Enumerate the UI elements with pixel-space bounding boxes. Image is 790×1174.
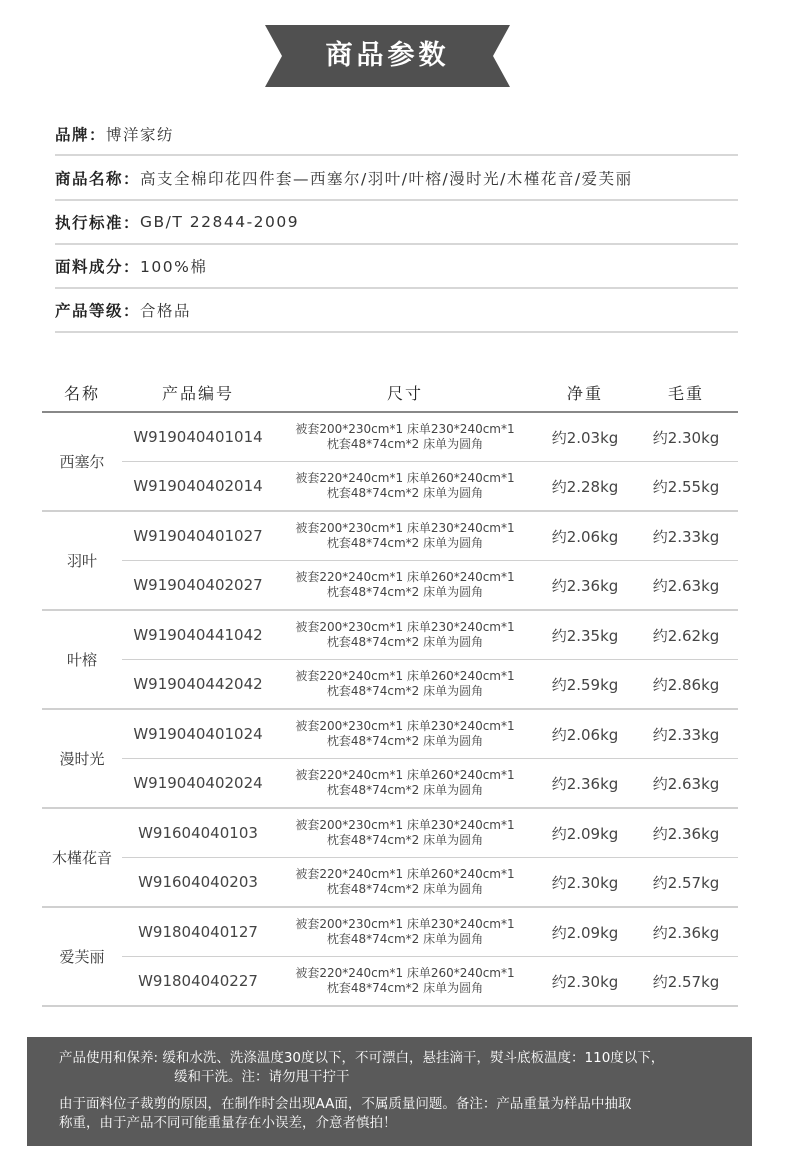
cell-gross-weight: 约2.36kg	[652, 923, 720, 942]
header-gross-weight: 毛重	[667, 383, 704, 403]
cell-gross-weight: 约2.57kg	[652, 972, 720, 991]
table-row	[122, 512, 738, 561]
size-line: 被套220*240cm*1 床单260*240cm*1	[295, 966, 515, 980]
size-line: 被套200*230cm*1 床单230*240cm*1	[295, 818, 515, 832]
group-name: 叶榕	[66, 651, 97, 669]
attr-row-product-name	[55, 156, 738, 201]
cell-size	[274, 768, 536, 798]
attr-row-grade	[55, 289, 738, 333]
attr-key: 执行标准：	[55, 214, 141, 232]
cell-size	[274, 917, 536, 947]
table-group	[42, 710, 738, 809]
table-row	[122, 957, 738, 1005]
title-banner	[265, 25, 510, 87]
size-line: 枕套48*74cm*2 床单为圆角	[326, 734, 484, 748]
attr-key: 面料成分：	[55, 258, 141, 276]
cell-size	[274, 471, 536, 501]
size-line: 枕套48*74cm*2 床单为圆角	[326, 783, 484, 797]
attr-value: 高支全棉印花四件套—西塞尔/羽叶/叶榕/漫时光/木槿花音/爱芙丽	[140, 169, 633, 188]
size-line: 被套200*230cm*1 床单230*240cm*1	[295, 719, 515, 733]
attr-row-fabric	[55, 245, 738, 289]
cell-gross-weight: 约2.33kg	[652, 725, 720, 744]
care-instructions	[59, 1049, 739, 1087]
table-group	[42, 413, 738, 512]
size-line: 被套200*230cm*1 床单230*240cm*1	[295, 620, 515, 634]
size-line: 枕套48*74cm*2 床单为圆角	[326, 684, 484, 698]
size-line: 枕套48*74cm*2 床单为圆角	[326, 833, 484, 847]
cell-gross-weight: 约2.30kg	[652, 428, 720, 447]
cell-code: W919040401027	[133, 527, 263, 545]
size-line: 被套200*230cm*1 床单230*240cm*1	[295, 422, 515, 436]
attr-value: 博洋家纺	[106, 125, 175, 144]
cell-code: W919040442042	[133, 675, 263, 693]
cell-size	[274, 966, 536, 996]
cell-gross-weight: 约2.55kg	[652, 477, 720, 496]
header-size: 尺寸	[386, 383, 423, 403]
attr-value: 100%棉	[140, 258, 208, 276]
cell-gross-weight: 约2.62kg	[652, 626, 720, 645]
attr-key: 产品等级：	[55, 302, 141, 320]
spec-table	[42, 373, 738, 1007]
table-row	[122, 611, 738, 660]
size-line: 枕套48*74cm*2 床单为圆角	[326, 882, 484, 896]
size-line: 被套220*240cm*1 床单260*240cm*1	[295, 669, 515, 683]
cell-net-weight: 约2.03kg	[551, 428, 619, 447]
group-name: 爱芙丽	[59, 948, 105, 966]
size-line: 枕套48*74cm*2 床单为圆角	[326, 585, 484, 599]
table-group	[42, 611, 738, 710]
cell-gross-weight: 约2.57kg	[652, 873, 720, 892]
cell-net-weight: 约2.35kg	[551, 626, 619, 645]
attr-value: GB/T 22844-2009	[140, 213, 300, 231]
attr-value: 合格品	[140, 302, 192, 320]
size-line: 被套220*240cm*1 床单260*240cm*1	[295, 570, 515, 584]
table-header	[42, 373, 738, 413]
cell-size	[274, 719, 536, 749]
disclaimer-line: 称重，由于产品不同可能重量存在小误差，介意者慎拍！	[59, 1115, 397, 1131]
cell-code: W91604040103	[138, 824, 258, 842]
disclaimer-line: 由于面料位子裁剪的原因，在制作时会出现AA面，不属质量问题。备注：产品重量为样品中抽取	[59, 1096, 632, 1112]
page-title: 商品参数	[325, 40, 450, 71]
care-line: 产品使用和保养: 缓和水洗、洗涤温度30度以下，不可漂白，悬挂滴干，熨斗底板温度：110度以下，	[59, 1050, 665, 1066]
size-line: 被套200*230cm*1 床单230*240cm*1	[295, 917, 515, 931]
size-line: 枕套48*74cm*2 床单为圆角	[326, 932, 484, 946]
cell-code: W919040441042	[133, 626, 263, 644]
table-group	[42, 809, 738, 908]
size-line: 被套220*240cm*1 床单260*240cm*1	[295, 471, 515, 485]
group-name: 木槿花音	[51, 849, 112, 867]
cell-size	[274, 422, 536, 452]
table-row	[122, 462, 738, 510]
cell-size	[274, 818, 536, 848]
attr-key: 商品名称：	[55, 169, 141, 188]
size-line: 被套220*240cm*1 床单260*240cm*1	[295, 867, 515, 881]
cell-code: W919040402027	[133, 576, 263, 594]
cell-size	[274, 570, 536, 600]
cell-size	[274, 620, 536, 650]
cell-gross-weight: 约2.33kg	[652, 527, 720, 546]
table-row	[122, 759, 738, 807]
header-name: 名称	[63, 383, 100, 403]
group-name: 羽叶	[66, 552, 97, 570]
cell-size	[274, 521, 536, 551]
cell-code: W919040402014	[133, 477, 263, 495]
attr-row-brand	[55, 113, 738, 156]
header-code: 产品编号	[161, 383, 234, 403]
table-row	[122, 809, 738, 858]
size-line: 被套220*240cm*1 床单260*240cm*1	[295, 768, 515, 782]
size-line: 枕套48*74cm*2 床单为圆角	[326, 635, 484, 649]
table-row	[122, 710, 738, 759]
header-net-weight: 净重	[566, 383, 603, 403]
size-line: 枕套48*74cm*2 床单为圆角	[326, 437, 484, 451]
cell-net-weight: 约2.59kg	[551, 675, 619, 694]
table-group	[42, 512, 738, 611]
cell-net-weight: 约2.09kg	[551, 824, 619, 843]
table-row	[122, 908, 738, 957]
size-line: 被套200*230cm*1 床单230*240cm*1	[295, 521, 515, 535]
table-row	[122, 858, 738, 906]
cell-size	[274, 867, 536, 897]
cell-gross-weight: 约2.63kg	[652, 774, 720, 793]
cell-gross-weight: 约2.63kg	[652, 576, 720, 595]
cell-code: W919040401014	[133, 428, 263, 446]
cell-net-weight: 约2.06kg	[551, 725, 619, 744]
cell-gross-weight: 约2.86kg	[652, 675, 720, 694]
table-row	[122, 660, 738, 708]
cell-net-weight: 约2.28kg	[551, 477, 619, 496]
attribute-list	[55, 113, 738, 333]
attr-row-standard	[55, 201, 738, 245]
table-group	[42, 908, 738, 1007]
cell-net-weight: 约2.36kg	[551, 774, 619, 793]
table-row	[122, 413, 738, 462]
size-line: 枕套48*74cm*2 床单为圆角	[326, 981, 484, 995]
group-name: 漫时光	[59, 750, 105, 768]
care-note-box	[27, 1037, 752, 1146]
cell-net-weight: 约2.36kg	[551, 576, 619, 595]
group-name: 西塞尔	[59, 453, 105, 471]
cell-net-weight: 约2.30kg	[551, 873, 619, 892]
cell-size	[274, 669, 536, 699]
cell-code: W91804040227	[138, 972, 258, 990]
attr-key: 品牌：	[55, 125, 107, 144]
care-line: 缓和干洗。注：请勿甩干拧干	[174, 1069, 350, 1085]
cell-gross-weight: 约2.36kg	[652, 824, 720, 843]
cell-net-weight: 约2.09kg	[551, 923, 619, 942]
cell-code: W919040401024	[133, 725, 263, 743]
cell-net-weight: 约2.30kg	[551, 972, 619, 991]
cell-code: W919040402024	[133, 774, 263, 792]
cell-net-weight: 约2.06kg	[551, 527, 619, 546]
cell-code: W91604040203	[138, 873, 258, 891]
size-line: 枕套48*74cm*2 床单为圆角	[326, 486, 484, 500]
size-line: 枕套48*74cm*2 床单为圆角	[326, 536, 484, 550]
table-row	[122, 561, 738, 609]
disclaimer	[59, 1095, 739, 1133]
cell-code: W91804040127	[138, 923, 258, 941]
